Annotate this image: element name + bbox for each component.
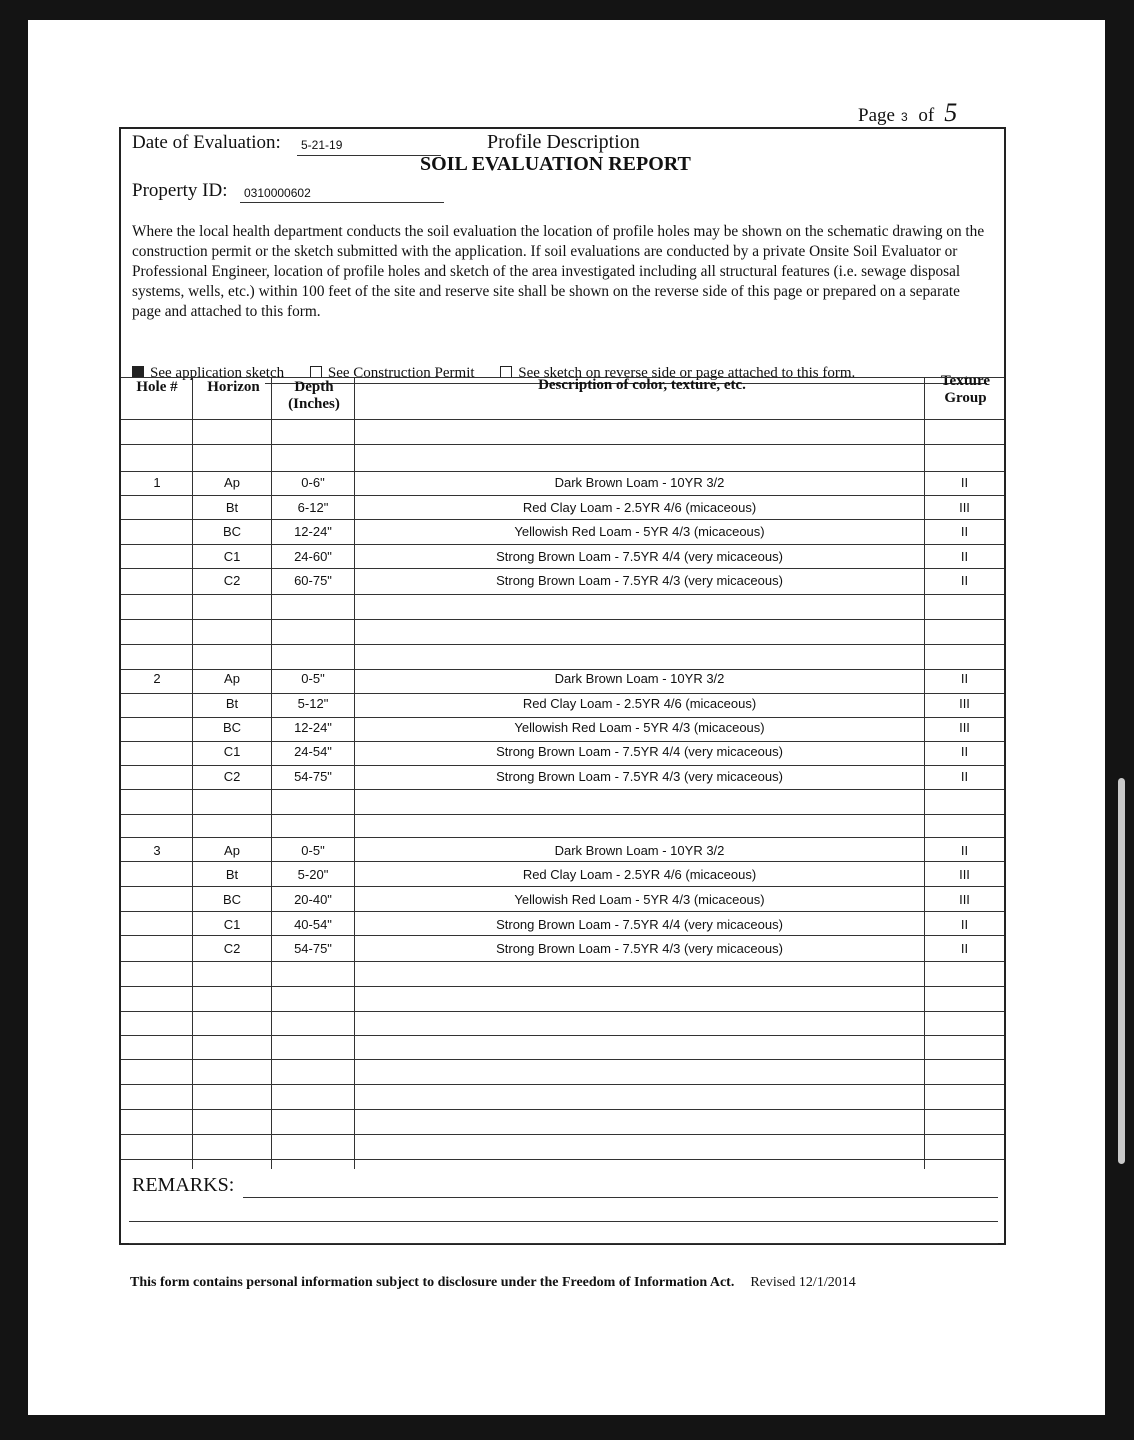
header-description: Description of color, texture, etc. [538,377,746,393]
instructions-paragraph: Where the local health department conducts the soil evaluation the location of profile holes may be shown on the schematic drawing on the construction permit or the sketch submitted with the application. If soil evaluations are conducted by a private Onsite Soil Evaluator or Professional Engineer, location of profile holes and sketch of the area investigated including all structural features (i.e. sewage disposal systems, wells, etc.) within 100 feet of the site and reserve site shall be shown on the reverse side of this page or prepared on a separate page and attached to this form. [132,223,985,320]
table-cell-depth: 40-54" [294,917,332,932]
table-row-line [121,693,1004,694]
footer-notice: This form contains personal information subject to disclosure under the Freedom of Information Act. [130,1275,735,1290]
table-cell-texture: II [960,573,969,588]
table-cell-texture: II [960,475,969,490]
table-cell-texture: II [960,769,969,784]
page-total: 5 [944,98,958,127]
table-row-line [121,935,1004,936]
table-cell-texture: III [959,500,970,515]
table-cell-depth: 12-24" [294,524,332,539]
table-cell-horizon: Ap [224,671,240,686]
table-cell-horizon: Bt [225,867,239,882]
table-cell-description: Yellowish Red Loam - 5YR 4/3 (micaceous) [514,524,765,539]
table-cell-hole: 3 [153,843,161,858]
table-row-line [121,669,1004,670]
table-row-line [121,544,1004,545]
remarks-line-2[interactable] [129,1221,998,1222]
table-row-line [121,444,1004,445]
header-hole: Hole # [136,379,178,395]
table-row-line [121,471,1004,472]
table-row-line [121,789,1004,790]
header-texture-group: Texture Group [940,373,991,406]
table-row-line [121,765,1004,766]
table-cell-description: Dark Brown Loam - 10YR 3/2 [554,843,725,858]
table-cell-description: Strong Brown Loam - 7.5YR 4/4 (very micaceous) [496,917,783,932]
table-cell-texture: II [960,941,969,956]
table-cell-depth: 54-75" [294,941,332,956]
date-label: Date of Evaluation: [132,132,281,153]
page-of: of [918,105,935,126]
table-cell-description: Strong Brown Loam - 7.5YR 4/4 (very micaceous) [496,549,783,564]
date-value: 5-21-19 [301,138,343,152]
page-prefix: Page [858,105,895,126]
table-cell-horizon: BC [222,720,242,735]
table-cell-depth: 5-20" [297,867,329,882]
table-cell-description: Yellowish Red Loam - 5YR 4/3 (micaceous) [514,720,765,735]
table-cell-description: Dark Brown Loam - 10YR 3/2 [554,475,725,490]
table-cell-horizon: C1 [223,744,241,759]
table-row-line [121,1134,1004,1135]
option-construction-permit[interactable]: See Construction Permit [310,365,475,381]
property-value: 0310000602 [244,186,311,200]
form-frame [119,127,1006,1245]
table-row-line [121,1084,1004,1085]
table-cell-depth: 6-12" [297,500,329,515]
table-cell-hole: 1 [153,475,161,490]
table-cell-depth: 12-24" [294,720,332,735]
table-cell-depth: 24-54" [294,744,332,759]
table-cell-horizon: C1 [223,917,241,932]
remarks-line-1[interactable] [243,1197,998,1198]
table-cell-depth: 0-6" [301,475,325,490]
remarks-label: REMARKS: [132,1174,235,1196]
table-row-line [121,594,1004,595]
option-reverse-sketch[interactable]: See sketch on reverse side or page attached to this form. [500,365,855,381]
document-page [28,20,1105,1415]
table-row-line [121,1011,1004,1012]
table-cell-horizon: Bt [225,696,239,711]
table-cell-horizon: BC [222,524,242,539]
form-title: SOIL EVALUATION REPORT [420,153,691,175]
table-cell-description: Red Clay Loam - 2.5YR 4/6 (micaceous) [522,696,757,711]
page-number [858,98,957,129]
footer-revised: Revised 12/1/2014 [750,1275,856,1290]
table-row-line [121,741,1004,742]
table-cell-texture: II [960,549,969,564]
table-cell-description: Red Clay Loam - 2.5YR 4/6 (micaceous) [522,867,757,882]
table-row-line [121,519,1004,520]
table-row-line [121,886,1004,887]
table-cell-depth: 5-12" [297,696,329,711]
table-row-line [121,1035,1004,1036]
table-row-line [121,717,1004,718]
table-cell-description: Red Clay Loam - 2.5YR 4/6 (micaceous) [522,500,757,515]
header-depth: Depth (Inches) [288,379,340,412]
table-cell-texture: III [959,892,970,907]
table-cell-depth: 0-5" [301,843,325,858]
table-cell-depth: 0-5" [301,671,325,686]
table-cell-horizon: Ap [224,475,240,490]
table-cell-description: Dark Brown Loam - 10YR 3/2 [554,671,725,686]
table-cell-horizon: C2 [223,573,241,588]
table-cell-horizon: Ap [224,843,240,858]
option-application-sketch[interactable]: See application sketch [132,365,284,381]
table-cell-horizon: Bt [225,500,239,515]
table-row-line [121,644,1004,645]
table-cell-description: Strong Brown Loam - 7.5YR 4/3 (very micaceous) [496,769,783,784]
table-row-line [121,861,1004,862]
table-row-line [121,495,1004,496]
table-cell-description: Yellowish Red Loam - 5YR 4/3 (micaceous) [514,892,765,907]
table-cell-horizon: C2 [223,941,241,956]
table-cell-depth: 20-40" [294,892,332,907]
table-cell-texture: III [959,696,970,711]
table-cell-texture: II [960,671,969,686]
table-cell-description: Strong Brown Loam - 7.5YR 4/3 (very micaceous) [496,573,783,588]
table-cell-texture: II [960,843,969,858]
scrollbar-thumb[interactable] [1118,778,1125,1164]
table-row-line [121,911,1004,912]
table-cell-texture: II [960,917,969,932]
table-row-line [121,568,1004,569]
table-row-line [121,619,1004,620]
table-cell-description: Strong Brown Loam - 7.5YR 4/3 (very micaceous) [496,941,783,956]
table-cell-horizon: BC [222,892,242,907]
table-cell-texture: III [959,720,970,735]
table-cell-depth: 60-75" [294,573,332,588]
soil-profile-table [121,129,1004,1243]
table-row-line [121,1059,1004,1060]
table-cell-texture: II [960,744,969,759]
table-row-line [121,1159,1004,1160]
footer [130,1275,856,1291]
page-current: 3 [900,110,908,124]
table-row-line [121,961,1004,962]
property-label: Property ID: [132,180,228,201]
table-cell-horizon: C1 [223,549,241,564]
table-cell-hole: 2 [153,671,161,686]
table-cell-depth: 24-60" [294,549,332,564]
table-row-line [121,377,1004,378]
header-horizon: Horizon [207,379,260,395]
table-cell-description: Strong Brown Loam - 7.5YR 4/4 (very micaceous) [496,744,783,759]
table-cell-texture: II [960,524,969,539]
table-row-line [121,1109,1004,1110]
table-cell-depth: 54-75" [294,769,332,784]
table-cell-texture: III [959,867,970,882]
table-cell-horizon: C2 [223,769,241,784]
table-row-line [121,837,1004,838]
table-row-line [121,814,1004,815]
table-row-line [121,419,1004,420]
remarks-line-3[interactable] [129,1243,998,1244]
table-row-line [121,986,1004,987]
form-subtitle: Profile Description [487,131,640,153]
